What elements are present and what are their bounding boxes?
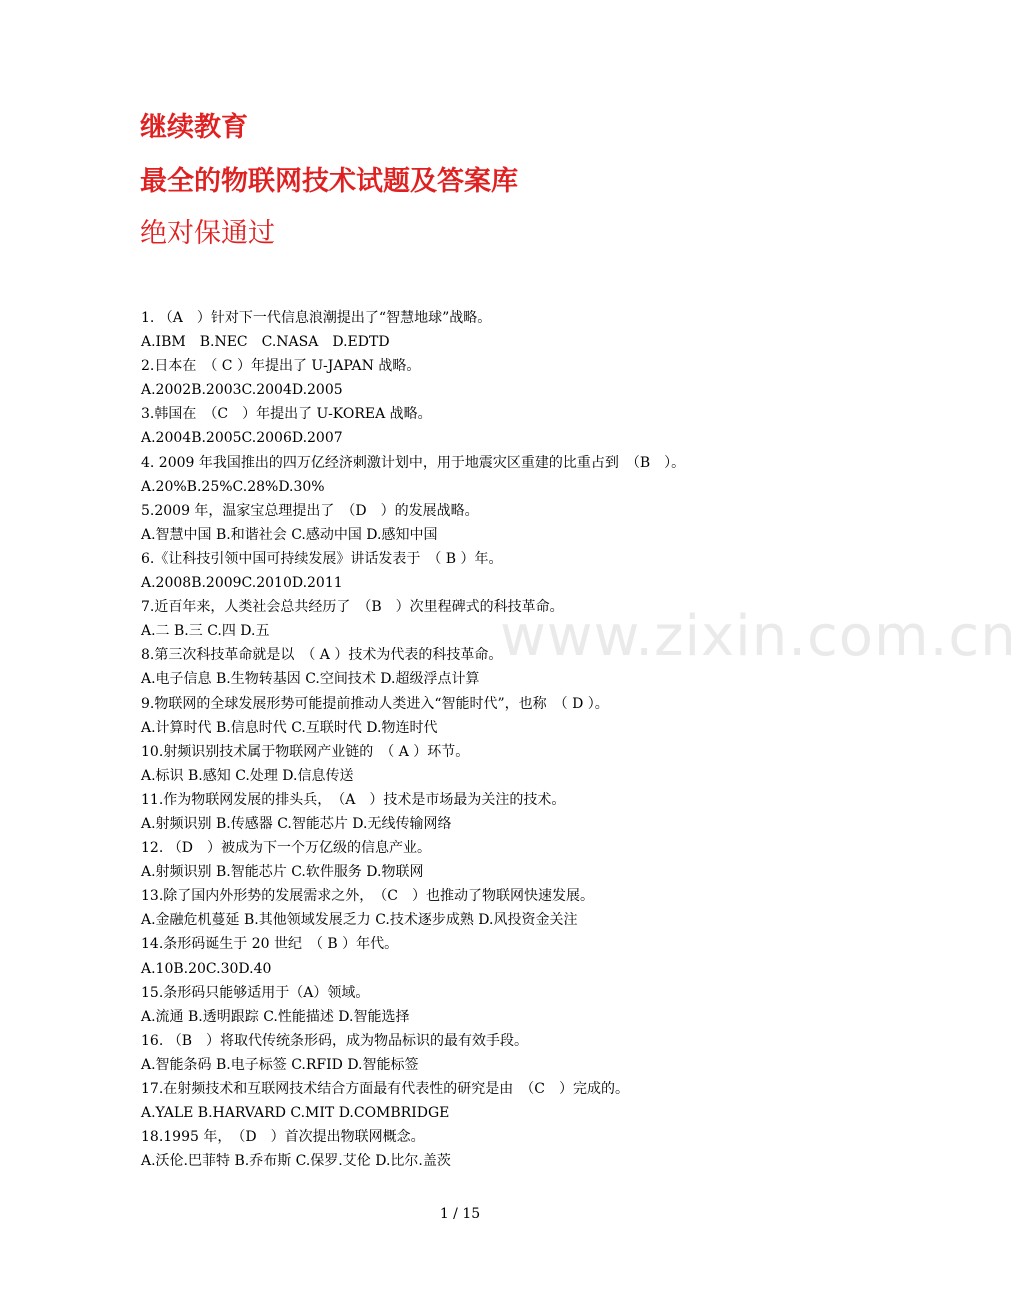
title-line-1: 继续教育 [140,112,248,143]
question-line: 12. （D ）被成为下一个万亿级的信息产业。 [141,840,431,857]
options-line: A.射频识别 B.智能芯片 C.软件服务 D.物联网 [141,864,424,881]
question-line: 2.日本在 （ C ）年提出了 U-JAPAN 战略。 [141,358,421,375]
options-line: A.标识 B.感知 C.处理 D.信息传送 [141,767,354,784]
options-line: A.20%B.25%C.28%D.30% [141,478,325,495]
options-line: A.金融危机蔓延 B.其他领域发展乏力 C.技术逐步成熟 D.风投资金关注 [141,912,578,929]
options-line: A.沃伦.巴菲特 B.乔布斯 C.保罗.艾伦 D.比尔.盖茨 [141,1153,451,1170]
question-line: 13.除了国内外形势的发展需求之外， （C ）也推动了物联网快速发展。 [141,888,594,905]
options-line: A.智能条码 B.电子标签 C.RFID D.智能标签 [141,1056,419,1073]
options-line: A.二 B.三 C.四 D.五 [141,623,270,640]
question-line: 15.条形码只能够适用于（A）领域。 [141,984,370,1001]
question-line: 1. （A ）针对下一代信息浪潮提出了“智慧地球”战略。 [141,310,492,326]
question-line: 7.近百年来，人类社会总共经历了 （B ）次里程碑式的科技革命。 [141,599,564,616]
document-header [140,112,518,250]
options-line: A.射频识别 B.传感器 C.智能芯片 D.无线传输网络 [141,815,452,832]
question-line: 9.物联网的全球发展形势可能提前推动人类进入“智能时代”，也称 （ D ）。 [141,695,609,712]
subtitle: 绝对保通过 [140,218,275,249]
title-line-2: 最全的物联网技术试题及答案库 [140,166,518,197]
question-line: 16. （B ）将取代传统条形码，成为物品标识的最有效手段。 [141,1032,529,1049]
question-line: 17.在射频技术和互联网技术结合方面最有代表性的研究是由 （C ）完成的。 [141,1081,629,1097]
question-line: 4. 2009 年我国推出的四万亿经济刺激计划中，用于地震灾区重建的比重占到 （B ）。 [141,454,686,471]
options-line: A.电子信息 B.生物转基因 C.空间技术 D.超级浮点计算 [141,671,480,688]
question-line: 5.2009 年，温家宝总理提出了 （D ）的发展战略。 [141,502,479,519]
options-line: A.2002B.2003C.2004D.2005 [141,382,343,399]
options-line: A.IBM B.NEC C.NASA D.EDTD [141,334,390,351]
question-line: 10.射频识别技术属于物联网产业链的 （ A ）环节。 [141,743,470,760]
question-line: 14.条形码诞生于 20 世纪 （ B ）年代。 [141,936,399,953]
watermark: www.zixin.com.cn [500,604,1017,669]
options-line: A.2004B.2005C.2006D.2007 [141,430,343,447]
options-line: A.2008B.2009C.2010D.2011 [141,575,343,592]
page-indicator: 1 / 15 [439,1206,481,1222]
question-line: 6.《让科技引领中国可持续发展》讲话发表于 （ B ）年。 [141,550,503,567]
options-line: A.智慧中国 B.和谐社会 C.感动中国 D.感知中国 [141,526,438,543]
options-line: A.YALE B.HARVARD C.MIT D.COMBRIDGE [141,1105,450,1122]
question-line: 11.作为物联网发展的排头兵， （A ）技术是市场最为关注的技术。 [141,791,566,808]
options-line: A.计算时代 B.信息时代 C.互联时代 D.物连时代 [141,719,438,736]
options-line: A.流通 B.透明跟踪 C.性能描述 D.智能选择 [141,1008,410,1025]
question-list [141,306,881,1173]
question-line: 3.韩国在 （C ）年提出了 U-KOREA 战略。 [141,406,432,423]
question-line: 18.1995 年， （D ）首次提出物联网概念。 [141,1129,425,1146]
options-line: A.10B.20C.30D.40 [141,960,272,977]
question-line: 8.第三次科技革命就是以 （ A ）技术为代表的科技革命。 [141,647,503,664]
